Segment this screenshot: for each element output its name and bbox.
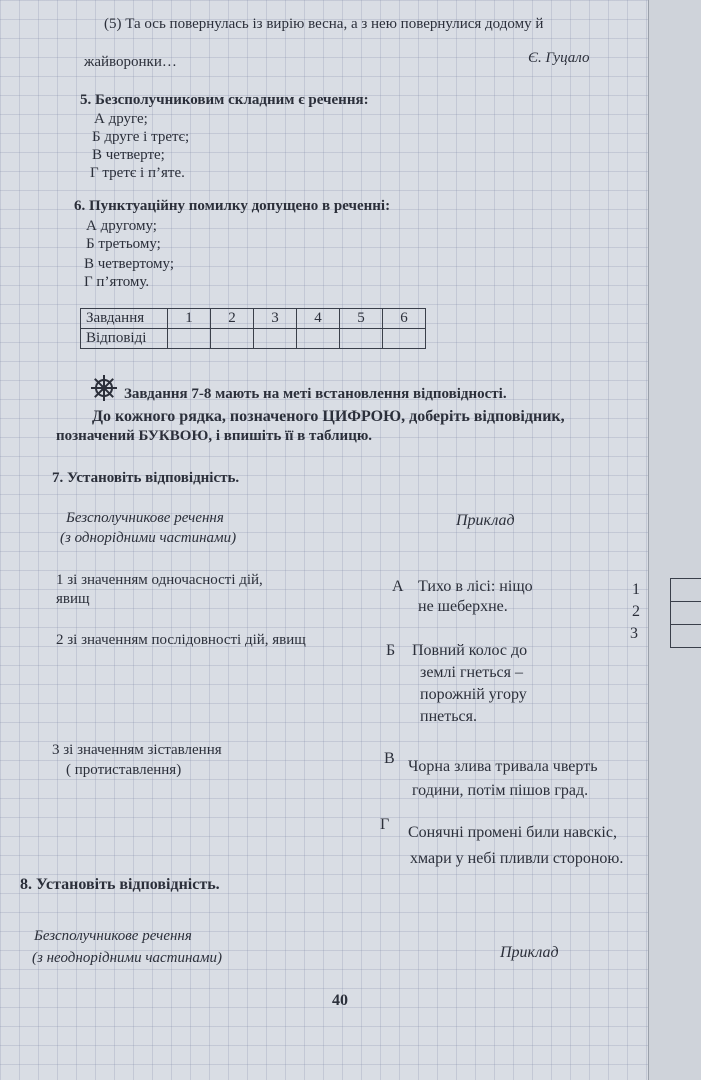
example-d-letter: Г xyxy=(380,816,390,833)
task-number-cell: 6 xyxy=(383,309,426,329)
q7-left-header-2: (з однорідними частинами) xyxy=(60,530,237,546)
answer-cell[interactable] xyxy=(211,329,254,349)
q8-left-header-2: (з неоднорідними частинами) xyxy=(32,950,223,966)
answer-table-answer-row xyxy=(81,329,426,349)
example-c-line-2: години, потім пішов град. xyxy=(412,782,589,799)
q7-item-3-line-1: 3 зі значенням зіставлення xyxy=(52,742,222,758)
q7-answer-box-3[interactable] xyxy=(670,624,701,648)
q8-left-header-1: Безсполучникове речення xyxy=(34,928,192,944)
answer-cell[interactable] xyxy=(340,329,383,349)
answer-cell[interactable] xyxy=(254,329,297,349)
q7-item-2-line-1: 2 зі значенням послідовності дій, явищ xyxy=(56,632,306,648)
quote-line-1: (5) Та ось повернулась із вирію весна, а з нею повернулися додому й xyxy=(104,16,544,32)
task-number-cell: 1 xyxy=(168,309,211,329)
page-number: 40 xyxy=(332,992,348,1009)
answer-cell[interactable] xyxy=(168,329,211,349)
task-number-cell: 3 xyxy=(254,309,297,329)
q7-title: 7. Установіть відповідність. xyxy=(52,470,240,486)
answer-cell[interactable] xyxy=(383,329,426,349)
ship-wheel-icon xyxy=(90,374,118,407)
example-a-line-1: Тихо в лісі: ніщо xyxy=(418,578,533,595)
instruction-line-1: Завдання 7-8 мають на меті встановлення відповідності. xyxy=(124,386,507,402)
task-number-cell: 5 xyxy=(340,309,383,329)
q7-item-3-line-2: ( протиставлення) xyxy=(66,762,182,778)
q7-answer-grid xyxy=(670,578,701,648)
q5-option-b: Б друге і третє; xyxy=(92,129,190,145)
example-a-letter: А xyxy=(392,578,404,595)
q5-title: 5. Безсполучниковим складним є речення: xyxy=(80,92,369,108)
example-b-line-4: пнеться. xyxy=(420,708,477,725)
q7-item-1-line-1: 1 зі значенням одночасності дій, xyxy=(56,572,263,588)
grid-number-2: 2 xyxy=(632,603,640,620)
answer-table-row-label: Завдання xyxy=(81,309,168,329)
example-c-line-1: Чорна злива тривала чверть xyxy=(408,758,598,775)
quote-author: Є. Гуцало xyxy=(528,50,590,66)
q7-answer-box-1[interactable] xyxy=(670,578,701,601)
example-d-line-1: Сонячні промені били навскіс, xyxy=(408,824,617,841)
answer-table-header-row xyxy=(81,309,426,329)
q6-option-c: В четвертому; xyxy=(84,256,174,272)
q6-option-d: Г п’ятому. xyxy=(84,274,150,290)
q8-title: 8. Установіть відповідність. xyxy=(20,876,220,893)
q6-option-b: Б третьому; xyxy=(86,236,161,252)
answer-cell[interactable] xyxy=(297,329,340,349)
q8-right-header: Приклад xyxy=(500,944,559,961)
example-b-line-2: землі гнеться – xyxy=(420,664,523,681)
adjacent-page xyxy=(648,0,701,1080)
task-number-cell: 2 xyxy=(211,309,254,329)
q7-right-header: Приклад xyxy=(456,512,515,529)
q6-option-a: А другому; xyxy=(86,218,157,234)
q7-answer-box-2[interactable] xyxy=(670,601,701,624)
q5-option-a: А друге; xyxy=(94,111,148,127)
q7-item-1-line-2: явищ xyxy=(56,591,90,607)
grid-number-1: 1 xyxy=(632,581,640,598)
answer-table-row-label: Відповіді xyxy=(81,329,168,349)
instruction-line-2: До кожного рядка, позначеного ЦИФРОЮ, доберіть відповідник, xyxy=(92,408,565,425)
example-d-line-2: хмари у небі пливли стороною. xyxy=(410,850,624,867)
example-a-line-2: не шеберхне. xyxy=(418,598,508,615)
q5-option-c: В четверте; xyxy=(92,147,165,163)
example-b-line-1: Повний колос до xyxy=(412,642,528,659)
quote-line-2: жайворонки… xyxy=(84,54,177,70)
q7-left-header-1: Безсполучникове речення xyxy=(66,510,224,526)
grid-number-3: 3 xyxy=(630,625,638,642)
q6-title: 6. Пунктуаційну помилку допущено в реченні: xyxy=(74,198,391,214)
answer-table xyxy=(80,308,426,349)
example-b-letter: Б xyxy=(386,642,396,659)
instruction-line-3: позначений БУКВОЮ, і впишіть її в таблицю. xyxy=(56,428,373,444)
task-number-cell: 4 xyxy=(297,309,340,329)
example-b-line-3: порожній угору xyxy=(420,686,527,703)
q5-option-d: Г третє і п’яте. xyxy=(90,165,185,181)
example-c-letter: В xyxy=(384,750,395,767)
